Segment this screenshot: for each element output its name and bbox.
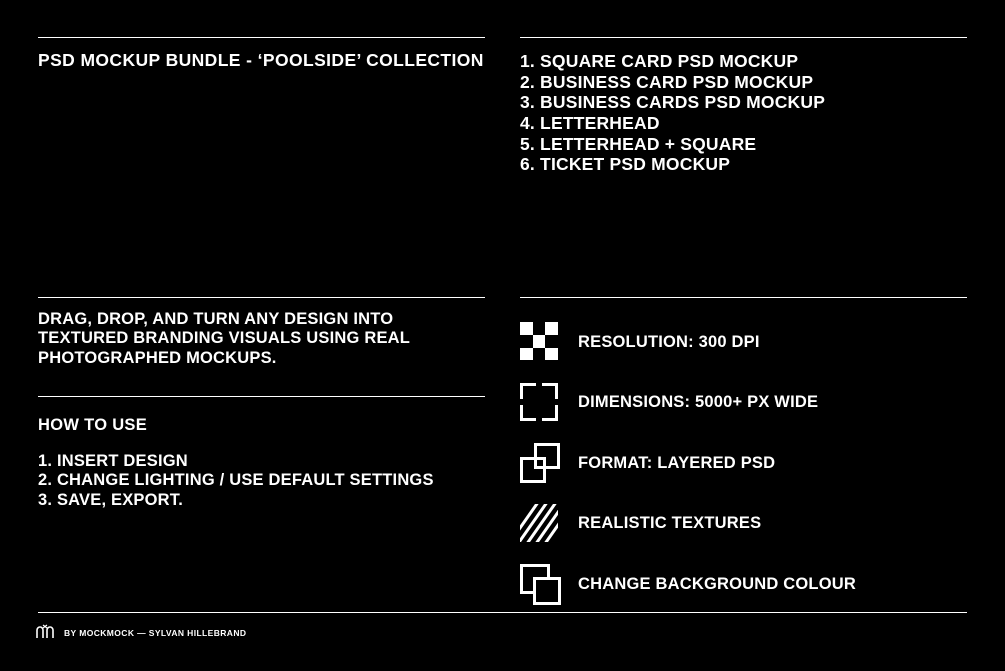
- overlapping-squares-icon: [520, 564, 560, 604]
- divider-howto: [38, 396, 485, 397]
- list-item: 6. TICKET PSD MOCKUP: [520, 154, 731, 175]
- list-item: 3. SAVE, EXPORT.: [38, 490, 184, 509]
- list-item: 2. BUSINESS CARD PSD MOCKUP: [520, 71, 814, 92]
- howto-heading: HOW TO USE: [38, 416, 148, 434]
- spec-row-format: [520, 433, 970, 494]
- hatch-texture-icon: [520, 504, 560, 544]
- divider-footer: [38, 612, 967, 613]
- spec-label: REALISTIC TEXTURES: [578, 514, 762, 533]
- spec-row-background: [520, 554, 970, 615]
- spec-label: CHANGE BACKGROUND COLOUR: [578, 574, 856, 593]
- checkerboard-icon: [520, 322, 560, 362]
- layers-icon: [520, 443, 560, 483]
- crop-frame-icon: [520, 383, 560, 423]
- footer: [34, 622, 246, 644]
- list-item: 4. LETTERHEAD: [520, 112, 660, 133]
- divider-top-right: [520, 37, 967, 38]
- tagline-text: DRAG, DROP, AND TURN ANY DESIGN INTO TEXTURED BRANDING VISUALS USING REAL PHOTOGRAPHED MOCKUPS.: [38, 310, 410, 367]
- spec-row-dimensions: [520, 373, 970, 434]
- spec-row-textures: [520, 494, 970, 555]
- mockmock-logo-icon: [34, 622, 56, 644]
- spec-label: DIMENSIONS: 5000+ PX WIDE: [578, 393, 819, 412]
- page-title: PSD MOCKUP BUNDLE - ‘POOLSIDE’ COLLECTION: [38, 50, 484, 70]
- spec-label: FORMAT: LAYERED PSD: [578, 453, 776, 472]
- list-item: 1. SQUARE CARD PSD MOCKUP: [520, 51, 799, 71]
- list-item: 3. BUSINESS CARDS PSD MOCKUP: [520, 92, 826, 113]
- spec-row-resolution: [520, 312, 970, 373]
- spec-label: RESOLUTION: 300 DPI: [578, 332, 760, 351]
- list-item: 1. INSERT DESIGN: [38, 452, 188, 470]
- list-item: 2. CHANGE LIGHTING / USE DEFAULT SETTINGS: [38, 471, 434, 490]
- divider-mid-left: [38, 297, 485, 298]
- list-item: 5. LETTERHEAD + SQUARE: [520, 133, 757, 154]
- howto-steps: [38, 452, 434, 510]
- divider-top-left: [38, 37, 485, 38]
- divider-mid-right: [520, 297, 967, 298]
- specs-list: [520, 312, 970, 615]
- contents-list: [520, 51, 825, 175]
- footer-credit: BY MOCKMOCK — SYLVAN HILLEBRAND: [64, 628, 247, 638]
